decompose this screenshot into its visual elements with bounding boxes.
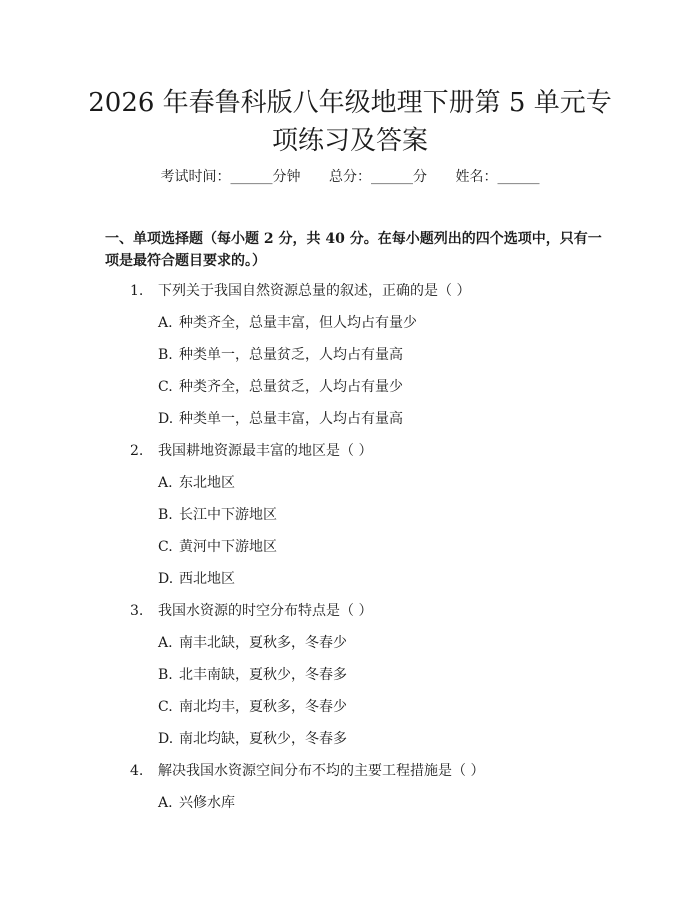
answer-option bbox=[0, 792, 700, 824]
exam-info-line bbox=[0, 166, 700, 188]
option-letter: C. bbox=[158, 379, 173, 395]
question-number: 1. bbox=[130, 283, 144, 299]
option-text: 兴修水库 bbox=[179, 795, 235, 811]
option-text: 南北均缺，夏秋少，冬春多 bbox=[179, 731, 347, 747]
title-line-1: 2026 年春鲁科版八年级地理下册第 5 单元专 bbox=[88, 88, 612, 118]
question-number: 3. bbox=[130, 603, 144, 619]
option-letter: D. bbox=[158, 571, 174, 587]
option-letter: A. bbox=[158, 635, 173, 651]
option-text: 西北地区 bbox=[179, 571, 235, 587]
option-text: 黄河中下游地区 bbox=[179, 539, 277, 555]
answer-option bbox=[0, 376, 700, 408]
question-stem: 解决我国水资源空间分布不均的主要工程措施是（ ） bbox=[158, 763, 485, 779]
option-letter: A. bbox=[158, 315, 173, 331]
option-text: 北丰南缺，夏秋少，冬春多 bbox=[179, 667, 347, 683]
option-text: 长江中下游地区 bbox=[179, 507, 277, 523]
question-item bbox=[0, 280, 700, 312]
option-letter: B. bbox=[158, 507, 173, 523]
option-letter: A. bbox=[158, 795, 173, 811]
question-item bbox=[0, 760, 700, 792]
answer-option bbox=[0, 696, 700, 728]
question-number: 4. bbox=[130, 763, 144, 779]
option-letter: D. bbox=[158, 411, 174, 427]
answer-option bbox=[0, 504, 700, 536]
answer-option bbox=[0, 408, 700, 440]
answer-option bbox=[0, 472, 700, 504]
option-letter: D. bbox=[158, 731, 174, 747]
question-stem: 我国耕地资源最丰富的地区是（ ） bbox=[158, 443, 373, 459]
option-letter: C. bbox=[158, 699, 173, 715]
option-text: 种类齐全，总量贫乏，人均占有量少 bbox=[179, 379, 403, 395]
option-text: 种类单一，总量贫乏，人均占有量高 bbox=[179, 347, 403, 363]
document-title bbox=[60, 84, 640, 160]
question-number: 2. bbox=[130, 443, 144, 459]
exam-time-field: 考试时间：______分钟 bbox=[160, 169, 301, 185]
section-heading: 一、单项选择题（每小题 2 分，共 40 分。在每小题列出的四个选项中，只有一项是最符合题目要求的。） bbox=[105, 231, 602, 269]
option-letter: B. bbox=[158, 347, 173, 363]
option-letter: C. bbox=[158, 539, 173, 555]
answer-option bbox=[0, 568, 700, 600]
option-text: 南丰北缺，夏秋多，冬春少 bbox=[179, 635, 347, 651]
option-text: 种类单一，总量丰富，人均占有量高 bbox=[179, 411, 403, 427]
question-list bbox=[0, 280, 700, 824]
answer-option bbox=[0, 632, 700, 664]
question-item bbox=[0, 440, 700, 472]
total-score-field: 总分：______分 bbox=[329, 169, 427, 185]
question-stem: 我国水资源的时空分布特点是（ ） bbox=[158, 603, 373, 619]
student-name-field: 姓名：______ bbox=[455, 169, 540, 185]
title-line-2: 项练习及答案 bbox=[271, 126, 428, 156]
option-text: 种类齐全，总量丰富，但人均占有量少 bbox=[179, 315, 417, 331]
answer-option bbox=[0, 536, 700, 568]
answer-option bbox=[0, 728, 700, 760]
option-text: 东北地区 bbox=[179, 475, 235, 491]
question-stem: 下列关于我国自然资源总量的叙述，正确的是（ ） bbox=[158, 283, 471, 299]
answer-option bbox=[0, 664, 700, 696]
answer-option bbox=[0, 344, 700, 376]
option-letter: A. bbox=[158, 475, 173, 491]
answer-option bbox=[0, 312, 700, 344]
option-letter: B. bbox=[158, 667, 173, 683]
question-item bbox=[0, 600, 700, 632]
option-text: 南北均丰，夏秋多，冬春少 bbox=[179, 699, 347, 715]
